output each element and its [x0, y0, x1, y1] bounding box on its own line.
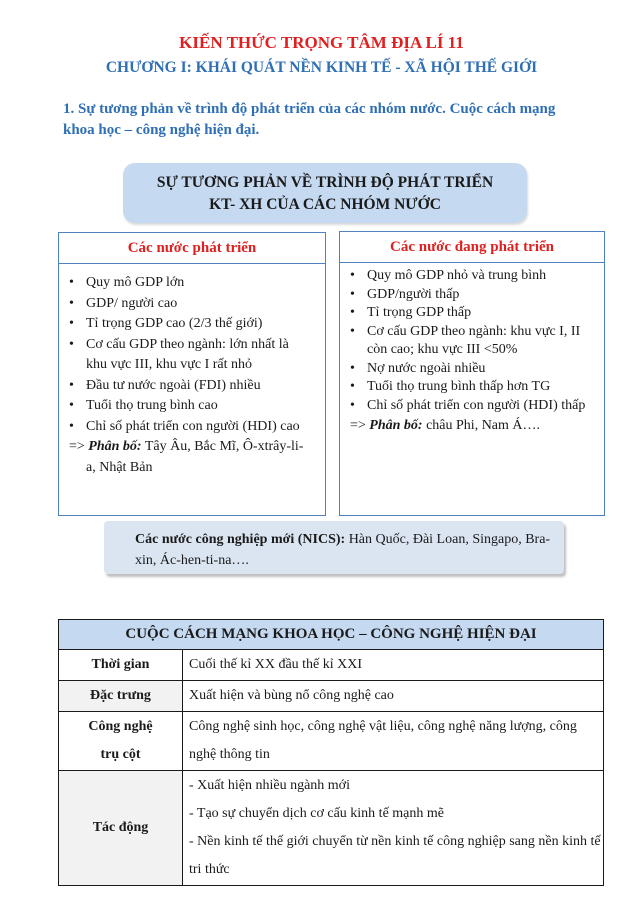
- page-title: KIẾN THỨC TRỌNG TÂM ĐỊA LÍ 11: [179, 33, 464, 52]
- impact-line: - Nền kinh tế thế giới chuyển từ nền kinh tế công nghiệp sang nền kinh tế tri thức: [189, 834, 601, 877]
- section-heading-line-1: 1. Sự tương phản về trình độ phát triển của các nhóm nước. Cuộc cách mạng: [63, 101, 556, 117]
- chapter-subtitle: CHƯƠNG I: KHÁI QUÁT NỀN KINH TẾ - XÃ HỘI THẾ GIỚI: [105, 59, 538, 76]
- impact-line: - Xuất hiện nhiều ngành mới: [189, 778, 350, 793]
- list-item: • Cơ cấu GDP theo ngành: khu vực I, II còn cao; khu vực III <50%: [340, 323, 604, 360]
- distribution-label: Phân bố:: [369, 418, 423, 433]
- nics-label: Các nước công nghiệp mới (NICS):: [135, 532, 346, 547]
- list-item: • Tỉ trọng GDP cao (2/3 thế giới): [59, 314, 325, 335]
- list-item: • Chỉ số phát triển con người (HDI) thấp: [340, 397, 604, 416]
- developed-countries-list: [59, 273, 325, 437]
- distribution-label: Phân bố:: [88, 439, 142, 454]
- distribution-prefix: =>: [350, 418, 370, 433]
- table-row: [59, 681, 604, 712]
- list-item: • Quy mô GDP nhỏ và trung bình: [340, 267, 604, 286]
- developed-countries-box: [58, 232, 326, 516]
- developing-countries-list: [340, 267, 604, 415]
- table-header: CUỘC CÁCH MẠNG KHOA HỌC – CÔNG NGHỆ HIỆN ĐẠI: [59, 620, 604, 650]
- list-item: • Tuổi thọ trung bình cao: [59, 396, 325, 417]
- nics-box: [104, 521, 564, 574]
- distribution-value: Tây Âu, Bắc Mĩ, Ô-xtrây-li-a, Nhật Bản: [86, 439, 304, 475]
- row-label-line-1: Công nghệ: [88, 719, 153, 734]
- row-label-line-2: trụ cột: [100, 747, 141, 762]
- section-heading-line-2: khoa học – công nghệ hiện đại.: [63, 122, 260, 138]
- row-label: [59, 712, 183, 771]
- list-item: • Đầu tư nước ngoài (FDI) nhiều: [59, 376, 325, 397]
- contrast-banner: [123, 163, 527, 223]
- table-row: [59, 771, 604, 886]
- row-value: Cuối thế kỉ XX đầu thế kỉ XXI: [183, 650, 604, 681]
- revolution-table: [58, 619, 604, 886]
- table-row: [59, 712, 604, 771]
- distribution-value: châu Phi, Nam Á….: [422, 418, 541, 433]
- list-item: • Cơ cấu GDP theo ngành: lớn nhất là khu vực III, khu vực I rất nhỏ: [59, 335, 325, 376]
- list-item: • Quy mô GDP lớn: [59, 273, 325, 294]
- impact-line: - Tạo sự chuyển dịch cơ cấu kinh tế mạnh mẽ: [189, 806, 444, 821]
- row-value: [183, 771, 604, 886]
- list-item: • Tuổi thọ trung bình thấp hơn TG: [340, 378, 604, 397]
- developing-countries-box: [339, 231, 605, 516]
- list-item: • GDP/ người cao: [59, 294, 325, 315]
- list-item: • Nợ nước ngoài nhiều: [340, 360, 604, 379]
- row-label: Thời gian: [59, 650, 183, 681]
- row-value: Công nghệ sinh học, công nghệ vật liệu, công nghệ năng lượng, công nghệ thông tin: [183, 712, 604, 771]
- list-item: • Chỉ số phát triển con người (HDI) cao: [59, 417, 325, 438]
- row-value: Xuất hiện và bùng nổ công nghệ cao: [183, 681, 604, 712]
- table-row: [59, 650, 604, 681]
- row-label: Tác động: [59, 771, 183, 886]
- nics-value: Hàn Quốc, Đài Loan, Singapo, Bra-xin, Ác-hen-ti-na….: [135, 532, 551, 568]
- developing-countries-title: Các nước đang phát triển: [340, 232, 604, 263]
- developed-distribution: [59, 437, 325, 478]
- distribution-prefix: =>: [69, 439, 89, 454]
- developing-distribution: [340, 416, 604, 435]
- section-heading: [63, 99, 603, 141]
- developed-countries-title: Các nước phát triển: [59, 233, 325, 264]
- row-label: Đặc trưng: [59, 681, 183, 712]
- banner-line-2: KT- XH CỦA CÁC NHÓM NƯỚC: [209, 196, 441, 213]
- list-item: • Tỉ trọng GDP thấp: [340, 304, 604, 323]
- list-item: • GDP/người thấp: [340, 286, 604, 305]
- banner-line-1: SỰ TƯƠNG PHẢN VỀ TRÌNH ĐỘ PHÁT TRIỂN: [156, 174, 494, 191]
